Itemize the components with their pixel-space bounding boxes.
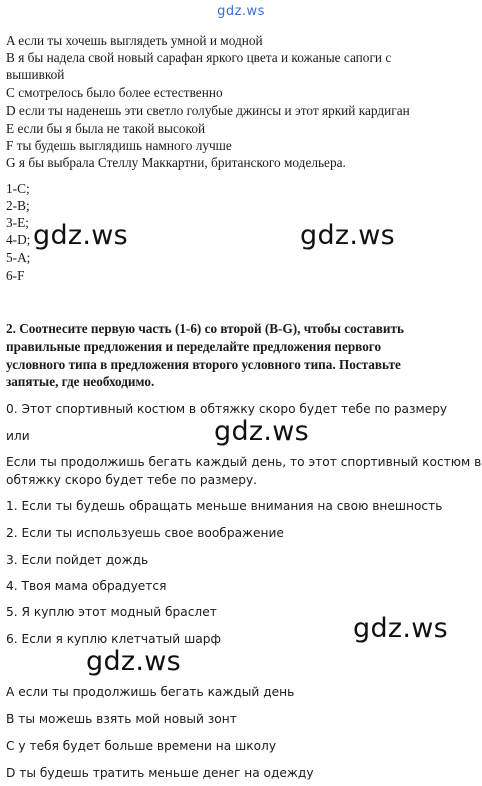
task2-heading-line-1: 2. Соотнесите первую часть (1-6) со второй (В-G), чтобы составить: [6, 321, 404, 336]
letter-d: D ты будешь тратить меньше денег на одежду: [6, 766, 314, 780]
answer-2: 2-B;: [6, 198, 30, 213]
task2-heading-line-4: запятые, где необходимо.: [6, 374, 155, 389]
option-a: A если ты хочешь выглядеть умной и модной: [6, 33, 263, 48]
watermark-center: gdz.ws: [214, 416, 309, 447]
answer-6: 6-F: [6, 268, 25, 283]
option-b-continued: вышивкой: [6, 67, 65, 82]
or-word: или: [6, 429, 30, 443]
item-6: 6. Если я куплю клетчатый шарф: [6, 632, 221, 646]
example-second-line-1: Если ты продолжишь бегать каждый день, то этот спортивный костюм в: [6, 455, 482, 469]
example-line: 0. Этот спортивный костюм в обтяжку скоро будет тебе по размеру: [6, 402, 448, 416]
item-2: 2. Если ты используешь свое воображение: [6, 526, 284, 540]
letter-b: B ты можешь взять мой новый зонт: [6, 712, 237, 726]
answer-5: 5-A;: [6, 250, 31, 265]
watermark-mid-right: gdz.ws: [300, 220, 395, 251]
option-b: B я бы надела свой новый сарафан яркого цвета и кожаные сапоги с: [6, 50, 392, 65]
item-1: 1. Если ты будешь обращать меньше внимания на свою внешность: [6, 499, 443, 513]
option-g: G я бы выбрала Стеллу Маккартни, британского модельера.: [6, 155, 346, 170]
watermark-lower-left: gdz.ws: [86, 646, 181, 677]
answer-1: 1-C;: [6, 181, 30, 196]
letter-c: C у тебя будет больше времени на школу: [6, 739, 277, 753]
option-e: E если бы я была не такой высокой: [6, 121, 206, 136]
item-3: 3. Если пойдет дождь: [6, 553, 149, 567]
answer-3: 3-E;: [6, 215, 29, 230]
watermark-lower-right: gdz.ws: [353, 613, 448, 644]
item-4: 4. Твоя мама обрадуется: [6, 579, 167, 593]
letter-a: A если ты продолжишь бегать каждый день: [6, 685, 295, 699]
option-d: D если ты наденешь эти светло голубые джинсы и этот яркий кардиган: [6, 103, 410, 118]
task2-heading-line-3: условного типа в предложения второго условного типа. Поставьте: [6, 357, 401, 372]
task2-heading-line-2: правильные предложения и переделайте предложения первого: [6, 339, 382, 354]
example-second-line-2: обтяжку скоро будет тебе по размеру.: [6, 473, 258, 487]
answer-4: 4-D;: [6, 232, 31, 247]
item-5: 5. Я куплю этот модный браслет: [6, 605, 217, 619]
watermark-mid-left: gdz.ws: [33, 220, 128, 251]
watermark-top: gdz.ws: [217, 4, 265, 19]
option-f: F ты будешь выглядишь намного лучше: [6, 138, 232, 153]
option-c: C смотрелось было более естественно: [6, 85, 223, 100]
